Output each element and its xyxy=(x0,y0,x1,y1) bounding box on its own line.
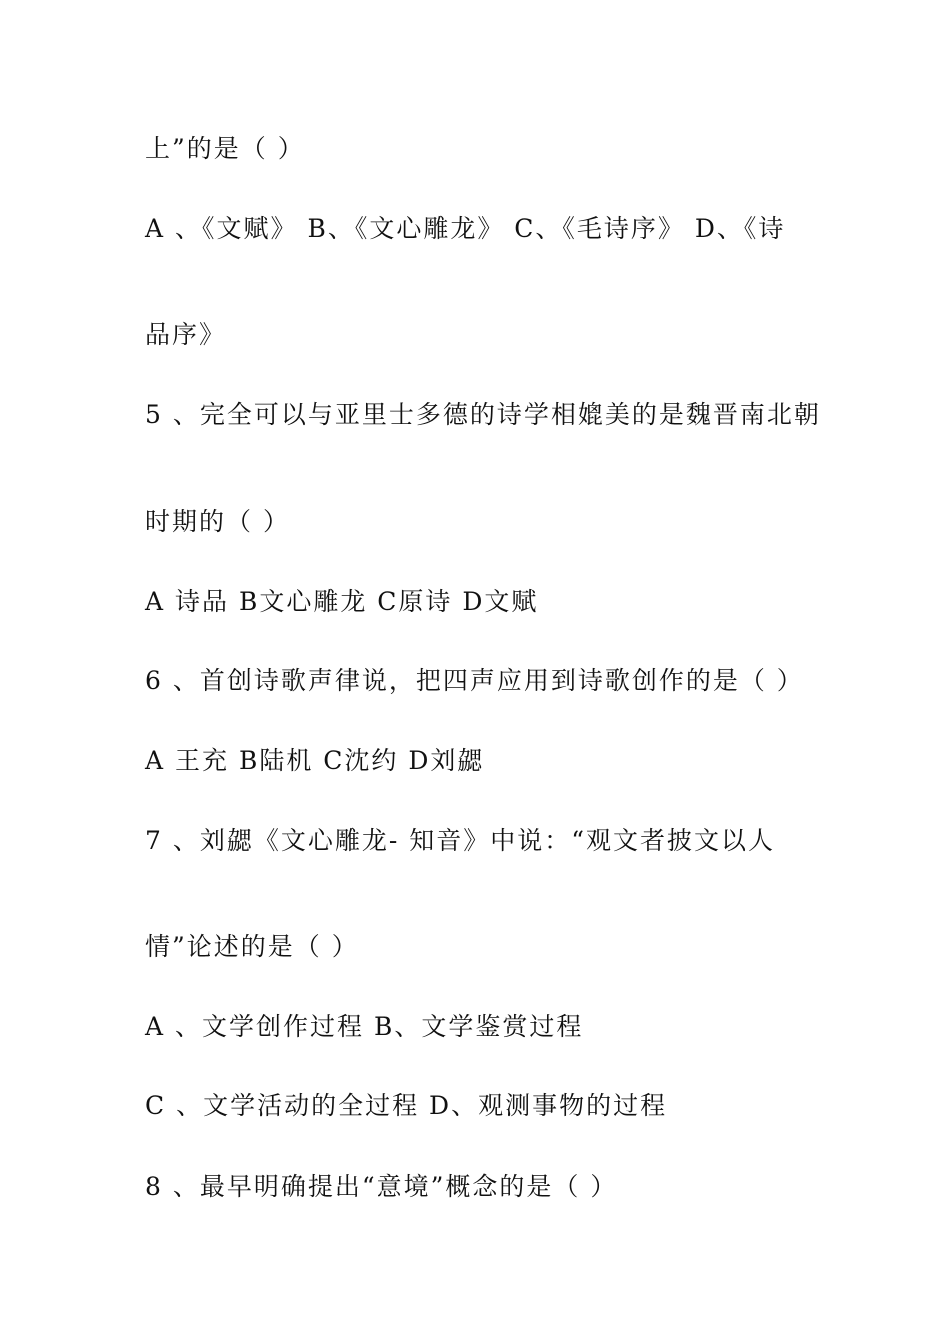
text-line-q5: 5 、完全可以与亚里士多德的诗学相媲美的是魏晋南北朝 xyxy=(145,400,821,429)
text-line-q6: 6 、首创诗歌声律说，把四声应用到诗歌创作的是（ ） xyxy=(145,666,804,695)
text-line-q7-options-cd: C 、文学活动的全过程 D、观测事物的过程 xyxy=(145,1091,668,1120)
text-line-q4-continuation: 上”的是（ ） xyxy=(145,134,305,163)
text-line-q7-cont: 情”论述的是（ ） xyxy=(145,932,359,961)
text-line-q4-options-cont: 品序》 xyxy=(145,320,227,349)
text-line-q8: 8 、最早明确提出“意境”概念的是（ ） xyxy=(145,1172,618,1201)
text-line-q5-cont: 时期的（ ） xyxy=(145,507,290,536)
text-line-q6-options: A 王充 B陆机 C沈约 D刘勰 xyxy=(145,746,485,775)
text-line-q7-options-ab: A 、文学创作过程 B、文学鉴赏过程 xyxy=(145,1012,584,1041)
text-line-q5-options: A 诗品 B文心雕龙 C原诗 D文赋 xyxy=(145,587,539,616)
text-line-q7: 7 、刘勰《文心雕龙- 知音》中说：“观文者披文以人 xyxy=(145,826,776,855)
text-line-q4-options: A 、《文赋》 B、《文心雕龙》 C、《毛诗序》 D、《诗 xyxy=(145,214,786,243)
